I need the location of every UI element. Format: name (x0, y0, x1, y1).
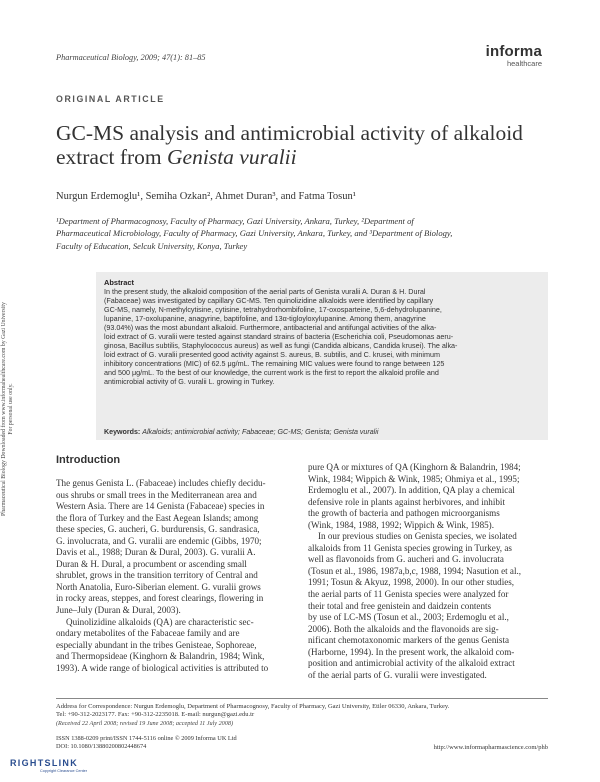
keywords-label: Keywords: (104, 428, 141, 436)
received-dates: (Received 22 April 2008; revised 19 June 2008; accepted 11 July 2008) (56, 720, 234, 727)
abstract-text (104, 288, 540, 386)
body-line: pure QA or mixtures of QA (Kinghorn & Balandrin, 1984; (308, 462, 521, 472)
publisher-subname: healthcare (506, 59, 542, 68)
body-line: The genus Genista L. (Fabaceae) includes chiefly decidu- (56, 478, 266, 488)
correspondence-line: Tel: +90-312-2023177. Fax: +90-312-2235018. E-mail: nurgun@gazi.edu.tr (56, 711, 255, 718)
article-type: ORIGINAL ARTICLE (56, 94, 165, 104)
body-line: in rocky areas, steppes, and forest clearings, flowering in (56, 593, 264, 604)
abstract-line: GC-MS, namely, N-methylcytisine, cytisine, tetrahydrorhombifoline, 17-oxosparteine, 5,6-dehydrolupanine, (104, 304, 442, 314)
title-prefix: extract from (56, 145, 168, 169)
abstract-line: lupanine, 17-oxolupanine, anagyrine, baptifoline, and 13α-tigloyloxylupanine. Among them, anagyrine (104, 313, 426, 323)
body-line: position and antimicrobial activity of the alkaloid extract (308, 658, 515, 669)
keywords (104, 428, 540, 436)
body-line: 1993). A wide range of biological activities is attributed to (56, 662, 269, 673)
abstract-line: loid extract of G. vuralii presented good activity against S. aureus, B. subtilis, and C. krusei, with minimum (104, 349, 440, 359)
body-line: North Anatolia, Euro-Siberian element. G. vuralii grows (56, 581, 261, 592)
footer-divider (56, 698, 548, 699)
body-line: 1991; Tosun & Akyuz, 1998, 2000). In our other studies, (308, 577, 515, 588)
abstract-line: antimicrobial activity of G. vuralii L. growing in Turkey. (104, 376, 275, 386)
body-line: alkaloids from 11 Genista species growing in Turkey, as (308, 542, 512, 553)
abstract-line: In the present study, the alkaloid composition of the aerial parts of Genista vuralii A. Duran & H. Dural (104, 287, 426, 296)
body-line: by use of LC-MS (Tosun et al., 2003; Erdemoglu et al., (308, 612, 509, 623)
body-line: 2006). Both the alkaloids and the flavonoids are sig- (308, 623, 499, 634)
body-line: (Harborne, 1994). In the present work, the alkaloid com- (308, 646, 515, 657)
body-line: the aerial parts of 11 Genista species were analyzed for (308, 589, 509, 600)
issn: ISSN 1388-0209 print/ISSN 1744-5116 online © 2009 Informa UK Ltd (56, 735, 237, 742)
journal-citation: Pharmaceutical Biology, 2009; 47(1): 81–85 (56, 53, 206, 62)
keywords-list: Alkaloids; antimicrobial activity; Fabaceae; GC-MS; Genista; Genista vuralii (142, 428, 379, 436)
body-line: (Tosun et al., 1986, 1987a,b,c, 1988, 1994; Nasution et al., (308, 565, 522, 576)
body-line: these species, G. aucheri, G. burdurensis, G. sandrasica, (56, 524, 260, 535)
watermark-line: Pharmaceutical Biology Downloaded from www.informahealthcare.com by Gazi University (1, 302, 7, 516)
title-species: Genista vuralii (167, 145, 297, 169)
body-line: Davis et al., 1988; Duran & Dural, 2003). G. vuralii A. (56, 547, 256, 558)
body-line: Quinolizidine alkaloids (QA) are characteristic sec- (66, 616, 254, 627)
body-line: their total and free genistein and daidzein contents (308, 600, 492, 611)
affiliations (56, 215, 548, 252)
abstract-line: (93.04%) was the most abundant alkaloid. Furthermore, antibacterial and antifungal activities of the alka- (104, 322, 437, 332)
body-line: the flora of Turkey and the East Aegean Islands; among (56, 512, 259, 523)
affiliation-line: ¹Department of Pharmacognosy, Faculty of Pharmacy, Gazi University, Ankara, Turkey, ²Department of (56, 216, 414, 226)
body-line: G. involucrata, and G. vuralii are endemic (Gibbs, 1970; (56, 535, 262, 546)
abstract-line: loid extract of G. vuralii were tested against standard strains of bacteria (Escherichia coli, Pseudomonas aeru- (104, 331, 454, 341)
rightslink-prefix: RIGHTS (10, 758, 52, 768)
watermark-line: For personal use only. (8, 383, 14, 435)
author-list: Nurgun Erdemoglu¹, Semiha Ozkan², Ahmet Duran³, and Fatma Tosun¹ (56, 191, 356, 202)
abstract-line: (Fabaceae) was investigated by capillary GC-MS. Ten quinolizidine alkaloids were identified by capillary (104, 295, 434, 305)
download-watermark (1, 259, 15, 559)
publisher-name: informa (485, 43, 542, 60)
abstract-line: and 500 μg/mL. To the best of our knowledge, the current work is the first to report the alkaloid profile and (104, 367, 439, 377)
body-line: of the aerial parts of G. vuralii were investigated. (308, 669, 487, 680)
body-line: nificant chemotaxonomic markers of the genus Genista (308, 635, 510, 646)
abstract-line: inhibitory concentrations (MIC) of 62.5 μg/mL. The remaining MIC values were found to range between 125 (104, 358, 445, 368)
body-line: (Wink, 1984, 1988, 1992; Wippich & Wink, 1985). (308, 519, 494, 530)
publication-info (56, 735, 237, 752)
abstract-heading: Abstract (104, 278, 134, 287)
body-line: the growth of bacteria and pathogen microorganisms (308, 508, 500, 519)
title-line-2 (56, 145, 536, 169)
journal-url[interactable]: http://www.informapharmascience.com/phb (433, 744, 548, 751)
text-column-right (308, 462, 548, 681)
body-line: June–July (Duran & Dural, 2003). (56, 605, 181, 616)
correspondence (56, 703, 548, 719)
body-line: ondary metabolites of the Fabaceae family and are (56, 628, 240, 639)
body-line: shrublet, grows in the transition territory of Central and (56, 570, 258, 581)
body-line: Western Asia. There are 14 Genista (Fabaceae) species in (56, 501, 265, 512)
body-line: and Thermopsideae (Kinghorn & Balandrin, 1984; Wink, (56, 651, 265, 662)
doi: DOI: 10.1080/13880200802448674 (56, 743, 147, 751)
body-line: especially abundant in the tribes Genisteae, Sophoreae, (56, 639, 257, 650)
body-line: ous shrubs or small trees in the Mediterranean area and (56, 489, 257, 500)
affiliation-line: Faculty of Education, Selcuk University, Konya, Turkey (56, 240, 248, 251)
correspondence-line: Address for Correspondence: Nurgun Erdemoglu, Department of Pharmacognosy, Faculty of Pharmacy, Gazi University, Etiler 06330, Ankara, Turkey. (56, 703, 450, 710)
body-line: In our previous studies on Genista species, we isolated (318, 531, 517, 542)
body-line: Erdemoglu et al., 2007). In addition, QA play a chemical (308, 485, 515, 496)
body-line: defensive role in plants against herbivores, and inhibit (308, 496, 505, 507)
publisher-logo (486, 44, 542, 68)
article-title (56, 121, 536, 169)
body-line: well as flavonoids from G. aucheri and G. involucrata (308, 554, 504, 565)
rightslink-logo[interactable] (10, 758, 78, 768)
body-line: Duran & H. Dural, a procumbent or ascending small (56, 558, 247, 569)
text-column-left (56, 478, 296, 674)
section-heading: Introduction (56, 454, 121, 466)
body-line: Wink, 1984; Wippich & Wink, 1985; Ohmiya et al., 1995; (308, 473, 520, 484)
affiliation-line: Pharmaceutical Microbiology, Faculty of Pharmacy, Gazi University, Ankara, Turkey, and ³Department of Biology, (56, 228, 453, 239)
rightslink-subtitle: Copyright Clearance Center (40, 769, 88, 773)
title-line-1: GC-MS analysis and antimicrobial activity of alkaloid (56, 121, 523, 145)
abstract-line: ginosa, Bacillus subtilis, Staphylococcus aureus) as well as fungi (Candida albicans, Candida krusei). The alka- (104, 340, 458, 350)
rightslink-suffix: LINK (51, 758, 79, 768)
